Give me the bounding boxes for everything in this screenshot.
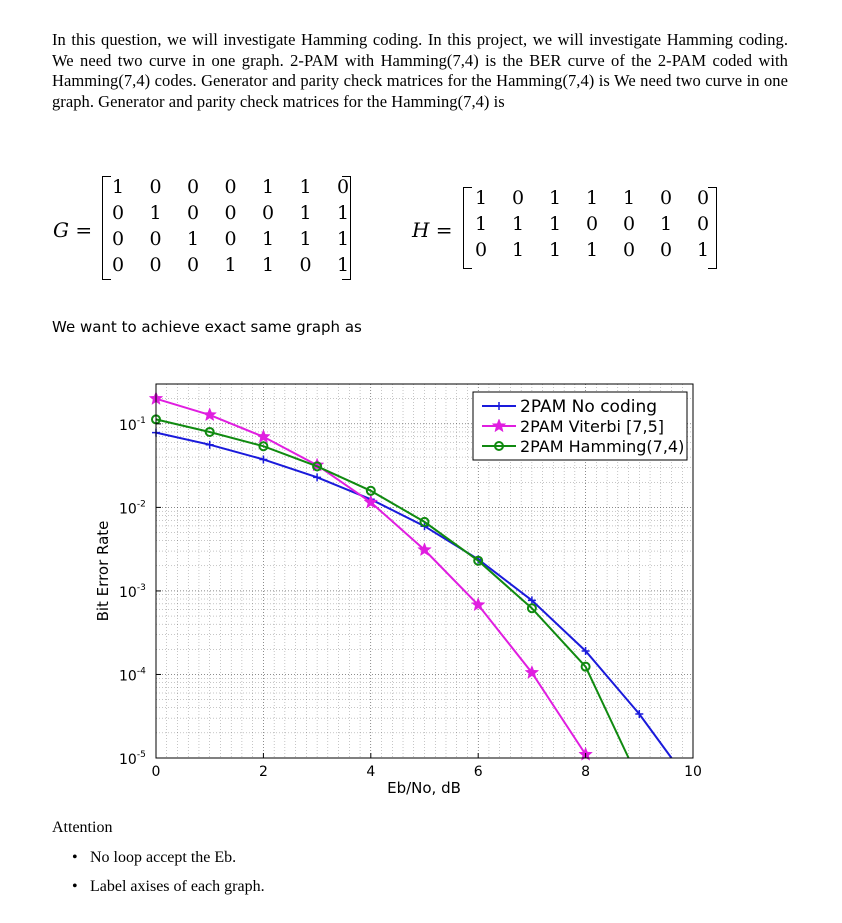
matrix-g-cell: 0	[149, 228, 162, 250]
x-tick-label: 4	[366, 764, 376, 780]
matrix-g-cell: 0	[111, 254, 125, 276]
bullet-icon: •	[72, 878, 78, 895]
y-tick-label: $10^{-2}$	[119, 499, 146, 518]
matrix-h-cell: 0	[696, 187, 710, 209]
matrix-h-cell: 1	[659, 213, 673, 235]
matrix-h-cell: 1	[511, 213, 525, 235]
y-tick-label: $10^{-4}$	[119, 666, 146, 685]
matrix-h-cell: 0	[622, 239, 636, 261]
matrix-g-cell: 0	[111, 228, 125, 250]
x-axis-label: Eb/No, dB	[387, 779, 461, 797]
matrix-h-cell: 0	[474, 239, 488, 261]
matrix-h-cell: 0	[659, 239, 673, 261]
x-tick-label: 0	[151, 764, 161, 780]
matrix-g-cell: 1	[186, 228, 200, 250]
matrix-g-cell: 0	[261, 202, 275, 224]
matrix-h-cell: 1	[474, 187, 488, 209]
matrix-g-cell: 0	[149, 176, 162, 198]
matrix-g-cell: 1	[224, 254, 237, 276]
bullet-icon: •	[72, 849, 78, 866]
legend-label: 2PAM No coding	[520, 397, 658, 417]
matrix-g-cell: 0	[224, 228, 237, 250]
attention-item-text: Label axises of each graph.	[90, 878, 265, 895]
x-tick-label: 8	[581, 764, 591, 780]
matrix-h-cell: 1	[474, 213, 488, 235]
matrix-h-cell: 1	[585, 239, 599, 261]
x-tick-label: 10	[684, 764, 702, 780]
matrix-h-cell: 1	[585, 187, 599, 209]
matrix-h-cell: 1	[548, 187, 562, 209]
matrix-g-cell: 0	[336, 176, 350, 198]
x-tick-label: 2	[258, 764, 268, 780]
matrix-h-cell: 0	[659, 187, 673, 209]
attention-item-text: No loop accept the Eb.	[90, 849, 237, 866]
matrix-g-label: G =	[53, 218, 93, 242]
matrix-g-cell: 0	[149, 254, 162, 276]
matrix-g-cell: 1	[149, 202, 162, 224]
matrix-h-cell: 0	[696, 213, 710, 235]
matrix-g-cell: 0	[111, 202, 125, 224]
matrix-g-cell: 0	[186, 254, 200, 276]
y-tick-label: $10^{-3}$	[119, 582, 146, 601]
y-tick-label: $10^{-5}$	[119, 750, 146, 768]
matrix-h-cell: 0	[585, 213, 599, 235]
matrix-h-cell: 1	[622, 187, 636, 209]
matrix-g-cell: 0	[186, 176, 200, 198]
matrix-h-cell: 1	[548, 239, 562, 261]
x-tick-label: 6	[473, 764, 483, 780]
attention-heading: Attention	[52, 819, 113, 836]
legend	[473, 392, 687, 460]
matrix-g-cell: 0	[224, 176, 237, 198]
matrix-g-cell: 1	[111, 176, 125, 198]
matrix-g-cell: 1	[261, 176, 275, 198]
matrix-g-cell: 1	[261, 254, 275, 276]
matrix-g-cell: 1	[261, 228, 275, 250]
graph-intro-text: We want to achieve exact same graph as	[52, 318, 362, 336]
matrix-g-cell: 1	[336, 254, 350, 276]
intro-text: In this question, we will investigate Hamming coding. In this project, we will investigate Hamming coding. We need two curve in one graph. 2-PAM with Hamming(7,4) is the BER curve of the 2-PAM coded with Hamming(7,4) codes. Generator and parity check matrices for the Hamming(7,4) is We need two curve in one graph. Generator and parity check matrices for the Hamming(7,4) is	[52, 30, 788, 111]
attention-item	[72, 878, 265, 896]
matrix-h-cell: 0	[511, 187, 525, 209]
y-tick-label: $10^{-1}$	[119, 415, 146, 434]
matrix-g-cell: 1	[299, 202, 312, 224]
matrix-g-cell: 1	[336, 202, 350, 224]
matrix-h-cell: 1	[511, 239, 525, 261]
matrix-g-cell: 1	[299, 228, 312, 250]
attention-item	[72, 849, 236, 867]
matrix-g-cell: 0	[299, 254, 312, 276]
matrix-g-cell: 0	[224, 202, 237, 224]
matrix-h-cell: 0	[622, 213, 636, 235]
legend-label: 2PAM Hamming(7,4)	[520, 437, 685, 456]
matrix-g-cell: 0	[186, 202, 200, 224]
legend-label: 2PAM Viterbi [7,5]	[520, 417, 664, 436]
matrix-g-cell: 1	[299, 176, 312, 198]
matrix-h-cell: 1	[548, 213, 562, 235]
matrix-h-cell: 1	[696, 239, 710, 261]
matrix-g-cell: 1	[336, 228, 350, 250]
y-axis-label: Bit Error Rate	[94, 520, 112, 622]
matrix-h-label: H =	[412, 218, 453, 242]
